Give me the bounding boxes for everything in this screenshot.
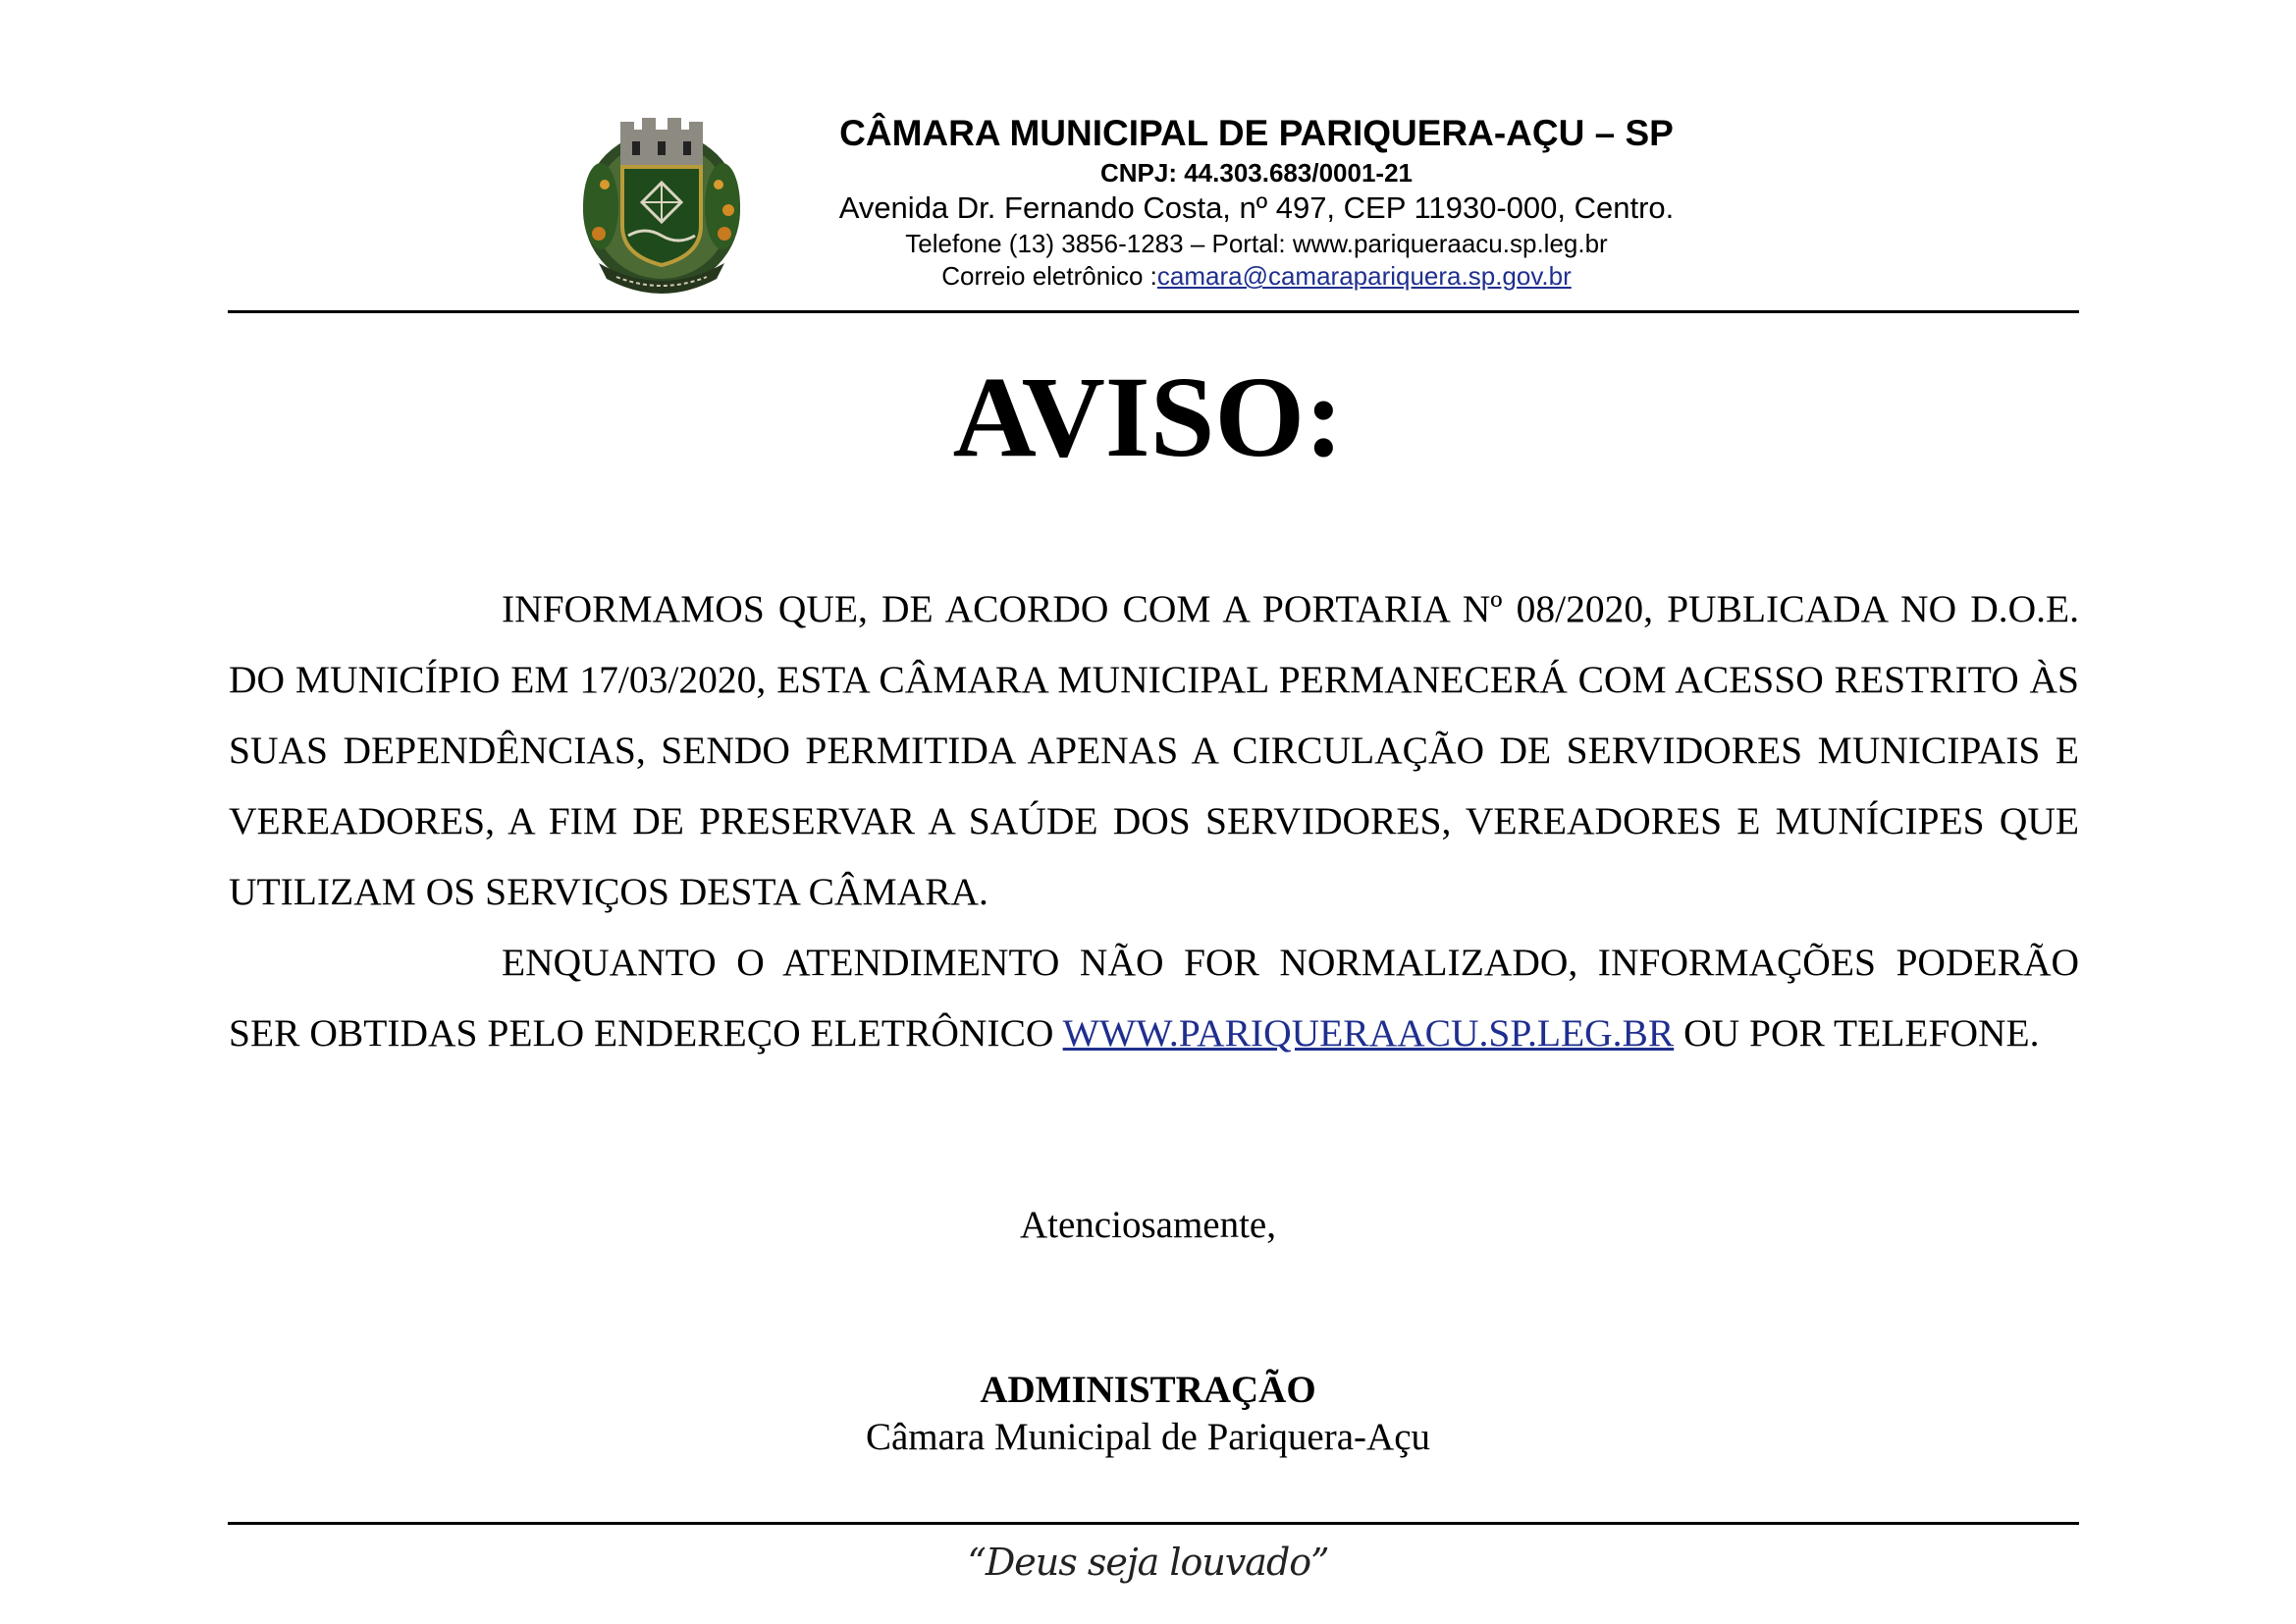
institution-title: CÂMARA MUNICIPAL DE PARIQUERA-AÇU – SP [839, 113, 1674, 153]
footer-divider [228, 1522, 2079, 1525]
email-line [775, 260, 1737, 293]
salutation: Atenciosamente, [1020, 1204, 1276, 1246]
footer-motto: “Deus seja louvado” [967, 1541, 1329, 1584]
signatory-organization: Câmara Municipal de Pariquera-Açu [865, 1416, 1431, 1458]
paragraph-2-text: ENQUANTO O ATENDIMENTO NÃO FOR NORMALIZADO, INFORMAÇÕES PODERÃO SER OBTIDAS PELO ENDEREÇO ELETRÔNICO [229, 941, 2079, 1055]
header-divider [228, 310, 2079, 313]
email-label: Correio eletrônico : [941, 261, 1157, 291]
paragraph-2-tail: OU POR TELEFONE. [1674, 1011, 2040, 1055]
letterhead [775, 110, 1737, 293]
address-line: Avenida Dr. Fernando Costa, nº 497, CEP 11930-000, Centro. [838, 190, 1675, 225]
website-link[interactable]: WWW.PARIQUERAACU.SP.LEG.BR [1062, 1011, 1675, 1055]
signatory: ADMINISTRAÇÃO [980, 1369, 1316, 1411]
notice-paragraph-2 [229, 927, 2079, 1068]
notice-heading: AVISO: [952, 352, 1344, 481]
cnpj-line: CNPJ: 44.303.683/0001-21 [1099, 158, 1413, 188]
phone-portal-line: Telefone (13) 3856-1283 – Portal: www.pariqueraacu.sp.leg.br [905, 229, 1608, 258]
coat-of-arms-icon [569, 116, 754, 295]
email-link[interactable]: camara@camarapariquera.sp.gov.br [1156, 261, 1572, 291]
notice-body [229, 573, 2079, 1068]
notice-paragraph-1: INFORMAMOS QUE, DE ACORDO COM A PORTARIA Nº 08/2020, PUBLICADA NO D.O.E. DO MUNICÍPIO EM 17/03/2020, ESTA CÂMARA MUNICIPAL PERMANECERÁ COM ACESSO RESTRITO ÀS SUAS DEPENDÊNCIAS, SENDO PERMITIDA APENAS A CIRCULAÇÃO DE SERVIDORES MUNICIPAIS E VEREADORES, A FIM DE PRESERVAR A SAÚDE DOS SERVIDORES, VEREADORES E MUNÍCIPES QUE UTILIZAM OS SERVIÇOS DESTA CÂMARA. [229, 587, 2079, 913]
